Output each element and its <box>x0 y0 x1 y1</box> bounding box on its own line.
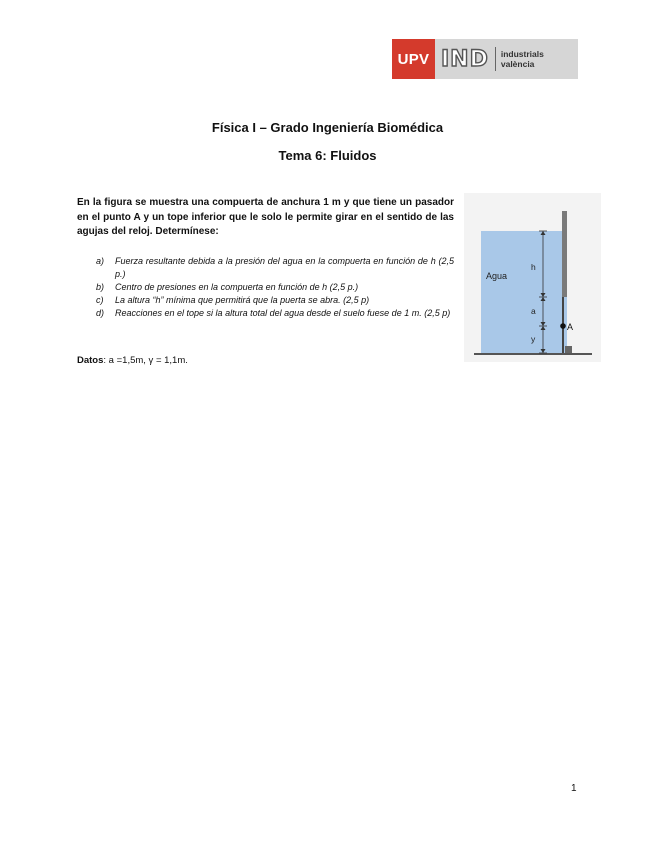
ind-logo-block <box>435 39 578 79</box>
given-data-values: : a =1,5m, γ = 1,1m. <box>103 355 188 366</box>
pivot-point-a <box>560 323 566 329</box>
question-letter: c) <box>96 295 104 305</box>
given-data-label: Datos <box>77 355 104 366</box>
question-item <box>96 294 454 307</box>
question-letter: d) <box>96 308 105 318</box>
question-text: Fuerza resultante debida a la presión del agua en la compuerta en función de h (2,5 p.) <box>115 256 454 279</box>
question-text: Centro de presiones en la compuerta en función de h (2,5 p.) <box>115 282 359 292</box>
logo-text-line1: industrials <box>500 49 544 59</box>
dimension-label-a: a <box>531 306 536 316</box>
question-item <box>96 307 454 320</box>
ind-logo-mark: IND <box>441 46 489 72</box>
question-list <box>96 255 454 320</box>
dimension-label-y: y <box>531 334 536 344</box>
upv-logo-mark: UPV <box>392 39 435 79</box>
question-letter: a) <box>96 256 105 266</box>
question-text: La altura “h” mínima que permitirá que la puerta se abra. (2,5 p) <box>115 295 370 305</box>
question-letter: b) <box>96 282 105 292</box>
dimension-label-h: h <box>531 262 536 272</box>
stop-block <box>565 346 572 353</box>
water-label: Agua <box>486 271 508 281</box>
page-title: Física I – Grado Ingeniería Biomédica <box>211 120 444 135</box>
gate-figure <box>464 193 601 362</box>
gate-upper <box>562 211 567 297</box>
page-subtitle: Tema 6: Fluidos <box>278 148 377 163</box>
logo-divider <box>495 47 496 71</box>
pivot-label-a: A <box>567 322 574 332</box>
gate-diagram <box>464 193 601 362</box>
upv-ind-logo <box>392 39 578 79</box>
question-item <box>96 281 454 294</box>
water-region <box>481 231 567 353</box>
problem-statement: En la figura se muestra una compuerta de anchura 1 m y que tiene un pasador en el punto A y un tope inferior que le solo le permite girar en el sentido de las agujas del reloj. Determínese: <box>77 197 454 237</box>
page-number: 1 <box>571 783 577 794</box>
logo-text-line2: valència <box>500 59 535 69</box>
logo-text <box>501 49 544 69</box>
question-item <box>96 255 454 281</box>
given-data <box>77 355 188 366</box>
question-text: Reacciones en el tope si la altura total del agua desde el suelo fuese de 1 m. (2,5 p) <box>115 308 451 318</box>
